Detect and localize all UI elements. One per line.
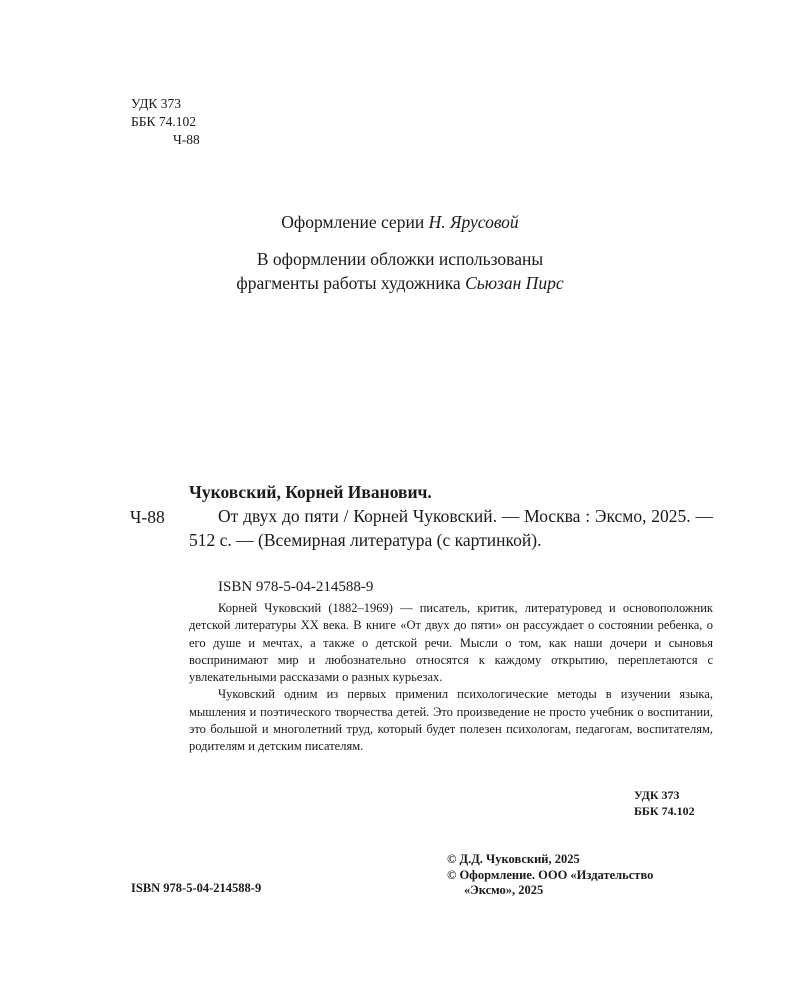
series-credit-prefix: Оформление серии — [281, 212, 429, 232]
annotation — [189, 600, 713, 756]
copyright-design-line2: «Эксмо», 2025 — [464, 883, 544, 897]
udk-code: УДК 373 — [131, 96, 182, 111]
copyright-block — [447, 852, 653, 899]
author-heading: Чуковский, Корней Иванович. — [189, 482, 432, 502]
bottom-classification-codes — [634, 787, 695, 819]
copyright-design-line1: © Оформление. ООО «Издательство — [447, 867, 654, 882]
cover-credit — [0, 247, 800, 295]
annotation-paragraph-2: Чуковский одним из первых применил психологические методы в изучении языка, мышления и поэтического творчества детей. Это произведение не просто учебник о воспитании, это большой и многолетний труд, который будет полезен психологам, педагогам, воспитателям, родителям и детским писателям. — [189, 687, 713, 754]
copyright-author: © Д.Д. Чуковский, 2025 — [447, 852, 580, 866]
bibliographic-description: От двух до пяти / Корней Чуковский. — Москва : Эксмо, 2025. — 512 с. — (Всемирная литература (с картинкой). — [189, 506, 713, 550]
bottom-bbk-code: ББК 74.102 — [634, 804, 695, 818]
isbn-main: ISBN 978-5-04-214588-9 — [218, 579, 374, 595]
series-designer-name: Н. Ярусовой — [428, 212, 519, 232]
cover-credit-line2 — [0, 271, 800, 295]
cover-credit-line1: В оформлении обложки использованы — [256, 249, 544, 269]
bbk-code: ББК 74.102 — [131, 114, 197, 129]
author-code: Ч-88 — [130, 507, 165, 527]
bottom-udk-code: УДК 373 — [634, 788, 680, 802]
isbn-footer: ISBN 978-5-04-214588-9 — [131, 881, 262, 895]
cover-credit-prefix: фрагменты работы художника — [236, 273, 466, 293]
series-design-credit — [0, 210, 800, 234]
cover-artist-name: Сьюзан Пирс — [465, 273, 564, 293]
author-mark: Ч-88 — [173, 132, 200, 147]
annotation-paragraph-1: Корней Чуковский (1882–1969) — писатель, критик, литературовед и основоположник детской литературы XX века. В книге «От двух до пяти» он рассуждает о состоянии ребенка, о его душе и мечтах, а также о детской речи. Мысли о том, как наши дочери и сыновья воспринимают мир и любознательно относятся к каждому открытию, переплетаются с увлекательными рассказами о разных курьезах. — [189, 601, 713, 685]
top-classification-codes — [131, 95, 200, 149]
